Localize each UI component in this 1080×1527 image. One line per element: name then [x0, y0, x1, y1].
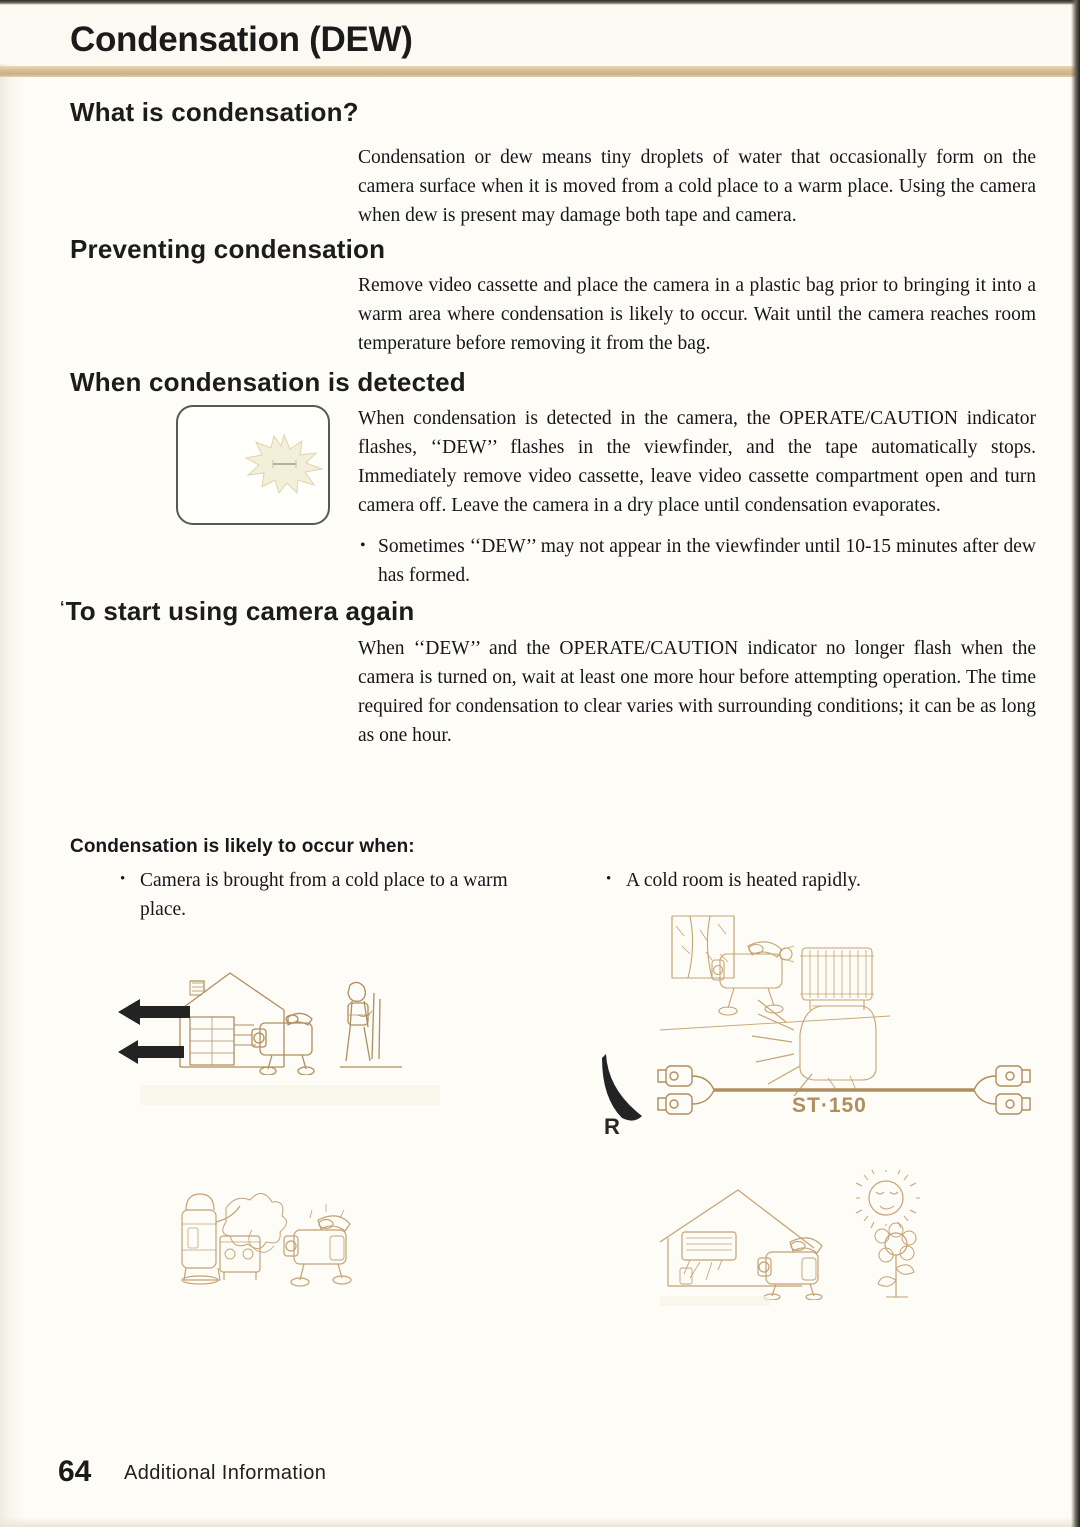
- corner-mark-r: R: [604, 1114, 620, 1139]
- body-what-is-condensation: Condensation or dew means tiny droplets of water that occasionally form on the camera surface when it is moved from a cold place to a warm place. Using the camera when dew is present may damage both tape and camera.: [358, 147, 1036, 226]
- heading-to-start-using-camera-again-text: To start using camera again: [65, 596, 415, 626]
- viewfinder-illustration: [176, 405, 330, 525]
- heading-when-condensation-is-detected: When condensation is detected: [70, 367, 466, 397]
- arrow-left-lower-icon: [118, 1038, 184, 1066]
- body-preventing-condensation: Remove video cassette and place the camera in a plastic bag prior to bringing it into a warm area where condensation is likely to occur. Wait until the camera reaches room temperature before removing it from the bag.: [358, 275, 1036, 354]
- title-divider-rule: [0, 66, 1080, 77]
- heading-preventing-condensation: Preventing condensation: [70, 234, 386, 264]
- footer-section-label: Additional Information: [124, 1462, 327, 1484]
- page-left-gutter: [0, 0, 26, 1527]
- arrow-left-upper-icon: [118, 997, 190, 1027]
- heading-what-is-condensation: What is condensation?: [70, 97, 359, 127]
- bullet-cold-room-heated: • A cold room is heated rapidly.: [606, 866, 1026, 895]
- body-when-condensation-is-detected: When condensation is detected in the camera, the OPERATE/CAUTION indicator flashes, ‘‘DEW’’ flashes in the viewfinder, and the tape automatically stops. Immediately remove video cassette, leave video cassette compartment open and turn camera off. Leave the camera in a dry place until condensation evaporates.: [358, 408, 1036, 516]
- body-to-start-using-camera-again: When ‘‘DEW’’ and the OPERATE/CAUTION indicator no longer flash when the camera is turned on, wait at least one more hour before attempting operation. The time required for condensation to clear varies with surrounding conditions; it can be as long as one hour.: [358, 638, 1036, 746]
- heading-prefix-mark: ‘: [60, 599, 65, 616]
- bullet-dew-delay: • Sometimes ‘‘DEW’’ may not appear in the viewfinder until 10-15 minutes after dew has formed.: [358, 532, 1036, 590]
- scan-artifact: [140, 1085, 440, 1105]
- cable-model-label: ST·150: [792, 1094, 867, 1117]
- heading-condensation-likely-to-occur: Condensation is likely to occur when:: [70, 836, 415, 857]
- page-top-edge: [0, 0, 1080, 5]
- illustration-humidifier-steam-camera: [168, 1180, 364, 1290]
- illustration-house-ac-sun: [650, 1170, 950, 1300]
- page-bottom-edge: [0, 1517, 1080, 1527]
- note-when-condensation-is-detected: [358, 532, 1036, 590]
- heading-to-start-using-camera-again: [60, 596, 414, 627]
- page-number: 64: [58, 1455, 92, 1488]
- dew-flash-starburst-icon: [244, 433, 324, 495]
- scan-artifact: [660, 1296, 770, 1306]
- page-title: Condensation (DEW): [70, 20, 413, 59]
- page-right-edge: [1071, 0, 1080, 1527]
- black-sweep-mark: [600, 1050, 650, 1122]
- bullet-cold-to-warm: • Camera is brought from a cold place to a warm place.: [120, 866, 520, 924]
